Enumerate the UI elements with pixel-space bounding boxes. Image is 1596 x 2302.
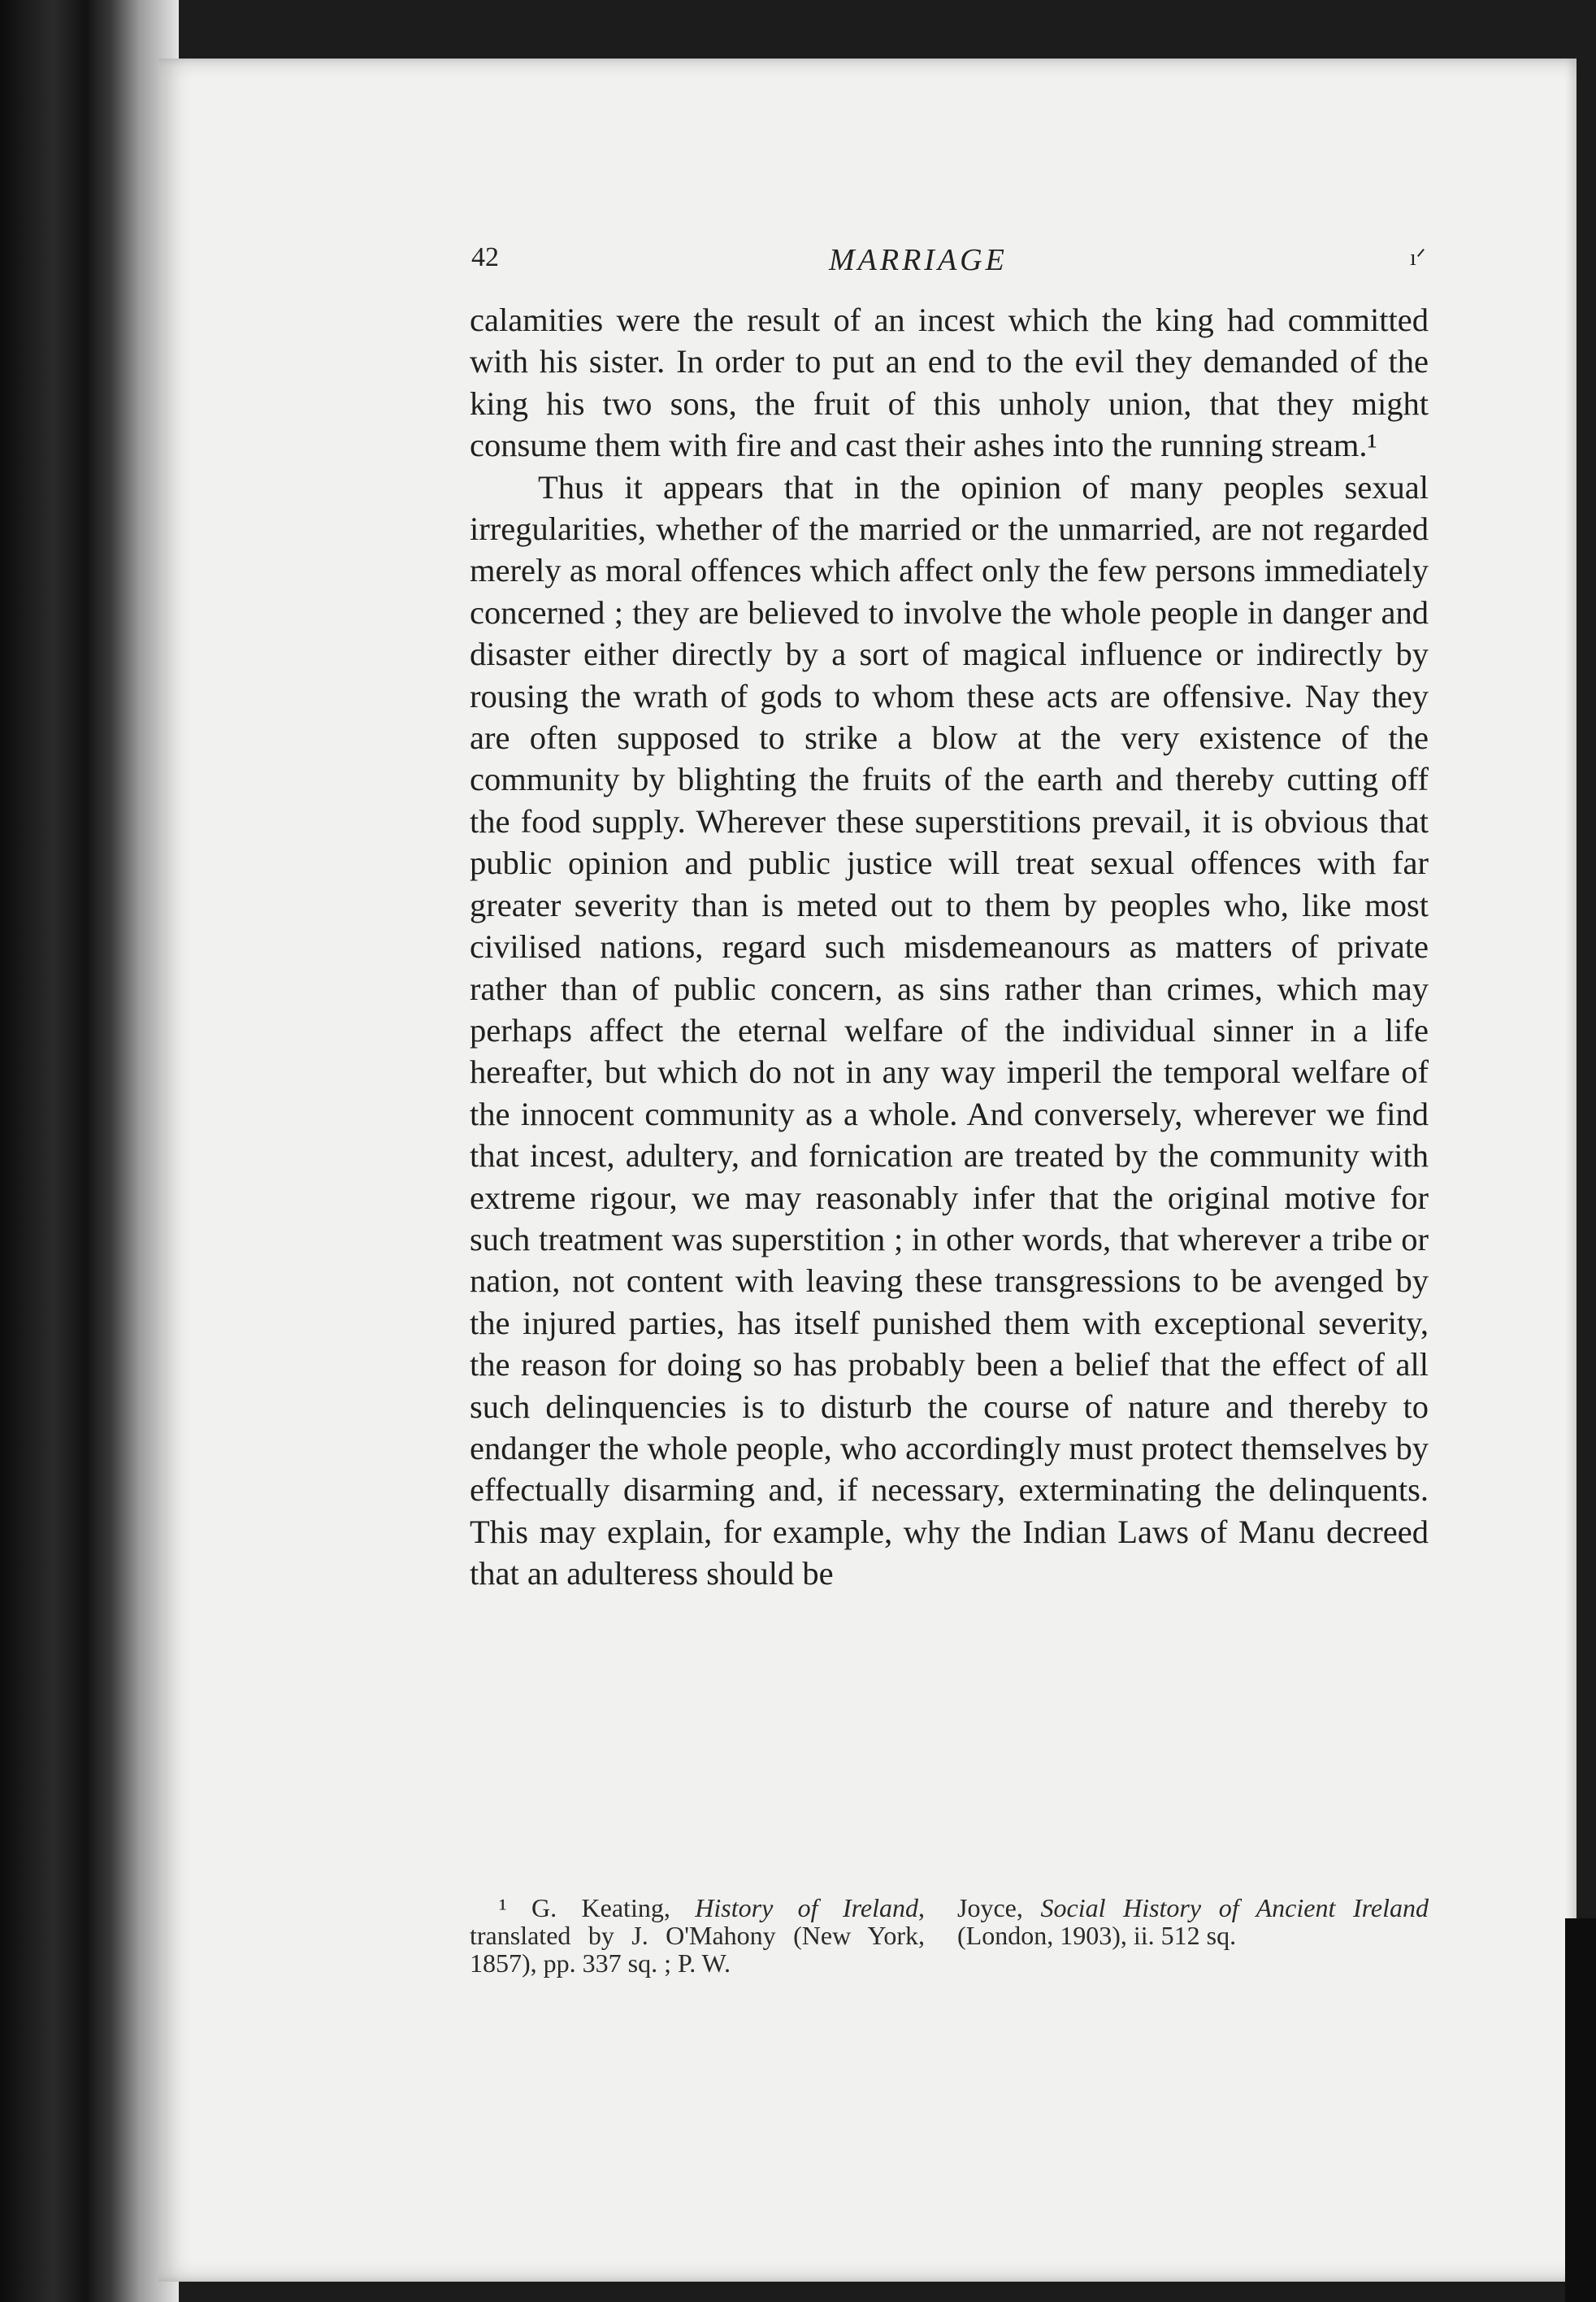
- footnote-title: History of Ireland: [695, 1893, 919, 1922]
- paragraph-main: Thus it appears that in the opinion of many peoples sexual irregularities, whether of the married or the unmarried, are not regarded merely as moral offences which affect only the few persons immediately concerned ; they are believed to involve the whole people in danger and disaster either directly by a sort of magical influence or indirectly by rousing the wrath of gods to whom these acts are offensive. Nay they are often supposed to strike a blow at the very existence of the community by blighting the fruits of the earth and thereby cutting off the food supply. Wherever these superstitions prevail, it is obvious that public opinion and public justice will treat sexual offences with far greater severity than is meted out to them by peoples who, like most civilised nations, regard such misdemeanours as matters of private rather than of public concern, as sins rather than crimes, which may perhaps affect the eternal welfare of the individual sinner in a life hereafter, but which do not in any way imperil the temporal welfare of the innocent community as a whole. And conversely, wherever we find that incest, adultery, and fornication are treated by the community with extreme rigour, we may reasonably infer that the original motive for such treatment was superstition ; in other words, that wherever a tribe or nation, not content with leaving these transgressions to be avenged by the injured parties, has itself punished them with exceptional severity, the reason for doing so has probably been a belief that the effect of all such delinquencies is to disturb the course of nature and thereby to endanger the whole people, who accordingly must protect themselves by effectually disarming and, if necessary, exterminating the delinquents. This may explain, for example, why the Indian Laws of Manu decreed that an adulteress should be: [470, 468, 1429, 1592]
- footnote: [470, 1893, 1429, 1978]
- footnote-left-column: [470, 1894, 925, 1977]
- footnote-details-2: (London, 1903), ii. 512 sq.: [957, 1921, 1237, 1950]
- body-text: [470, 299, 1429, 1595]
- page-edge-shadow: [1565, 1918, 1596, 2302]
- footnote-line: [470, 1894, 925, 1977]
- footnote-marker: ¹: [499, 1893, 507, 1922]
- book-spine-shadow: [0, 0, 179, 2302]
- footnote-author-2: Joyce,: [957, 1893, 1041, 1922]
- footnote-details: , translated by J. O'Mahony (New York, 1857), pp. 337 sq. ; P. W.: [470, 1893, 926, 1978]
- page-header: [471, 242, 1430, 291]
- footnote-right-column: [957, 1894, 1429, 1949]
- page-number: 42: [471, 242, 499, 272]
- running-head: MARRIAGE: [829, 243, 1008, 277]
- footnote-author: G. Keating,: [531, 1893, 696, 1922]
- paragraph-continued: calamities were the result of an incest which the king had committed with his sister. In order to put an end to the evil they demanded of the king his two sons, the fruit of this unholy union, that they might consume them with fire and cast their ashes into the running stream.¹: [470, 302, 1429, 464]
- corner-mark: ıᐟ: [1410, 245, 1426, 271]
- footnote-title-2: Social History of Ancient Ireland: [1040, 1893, 1429, 1922]
